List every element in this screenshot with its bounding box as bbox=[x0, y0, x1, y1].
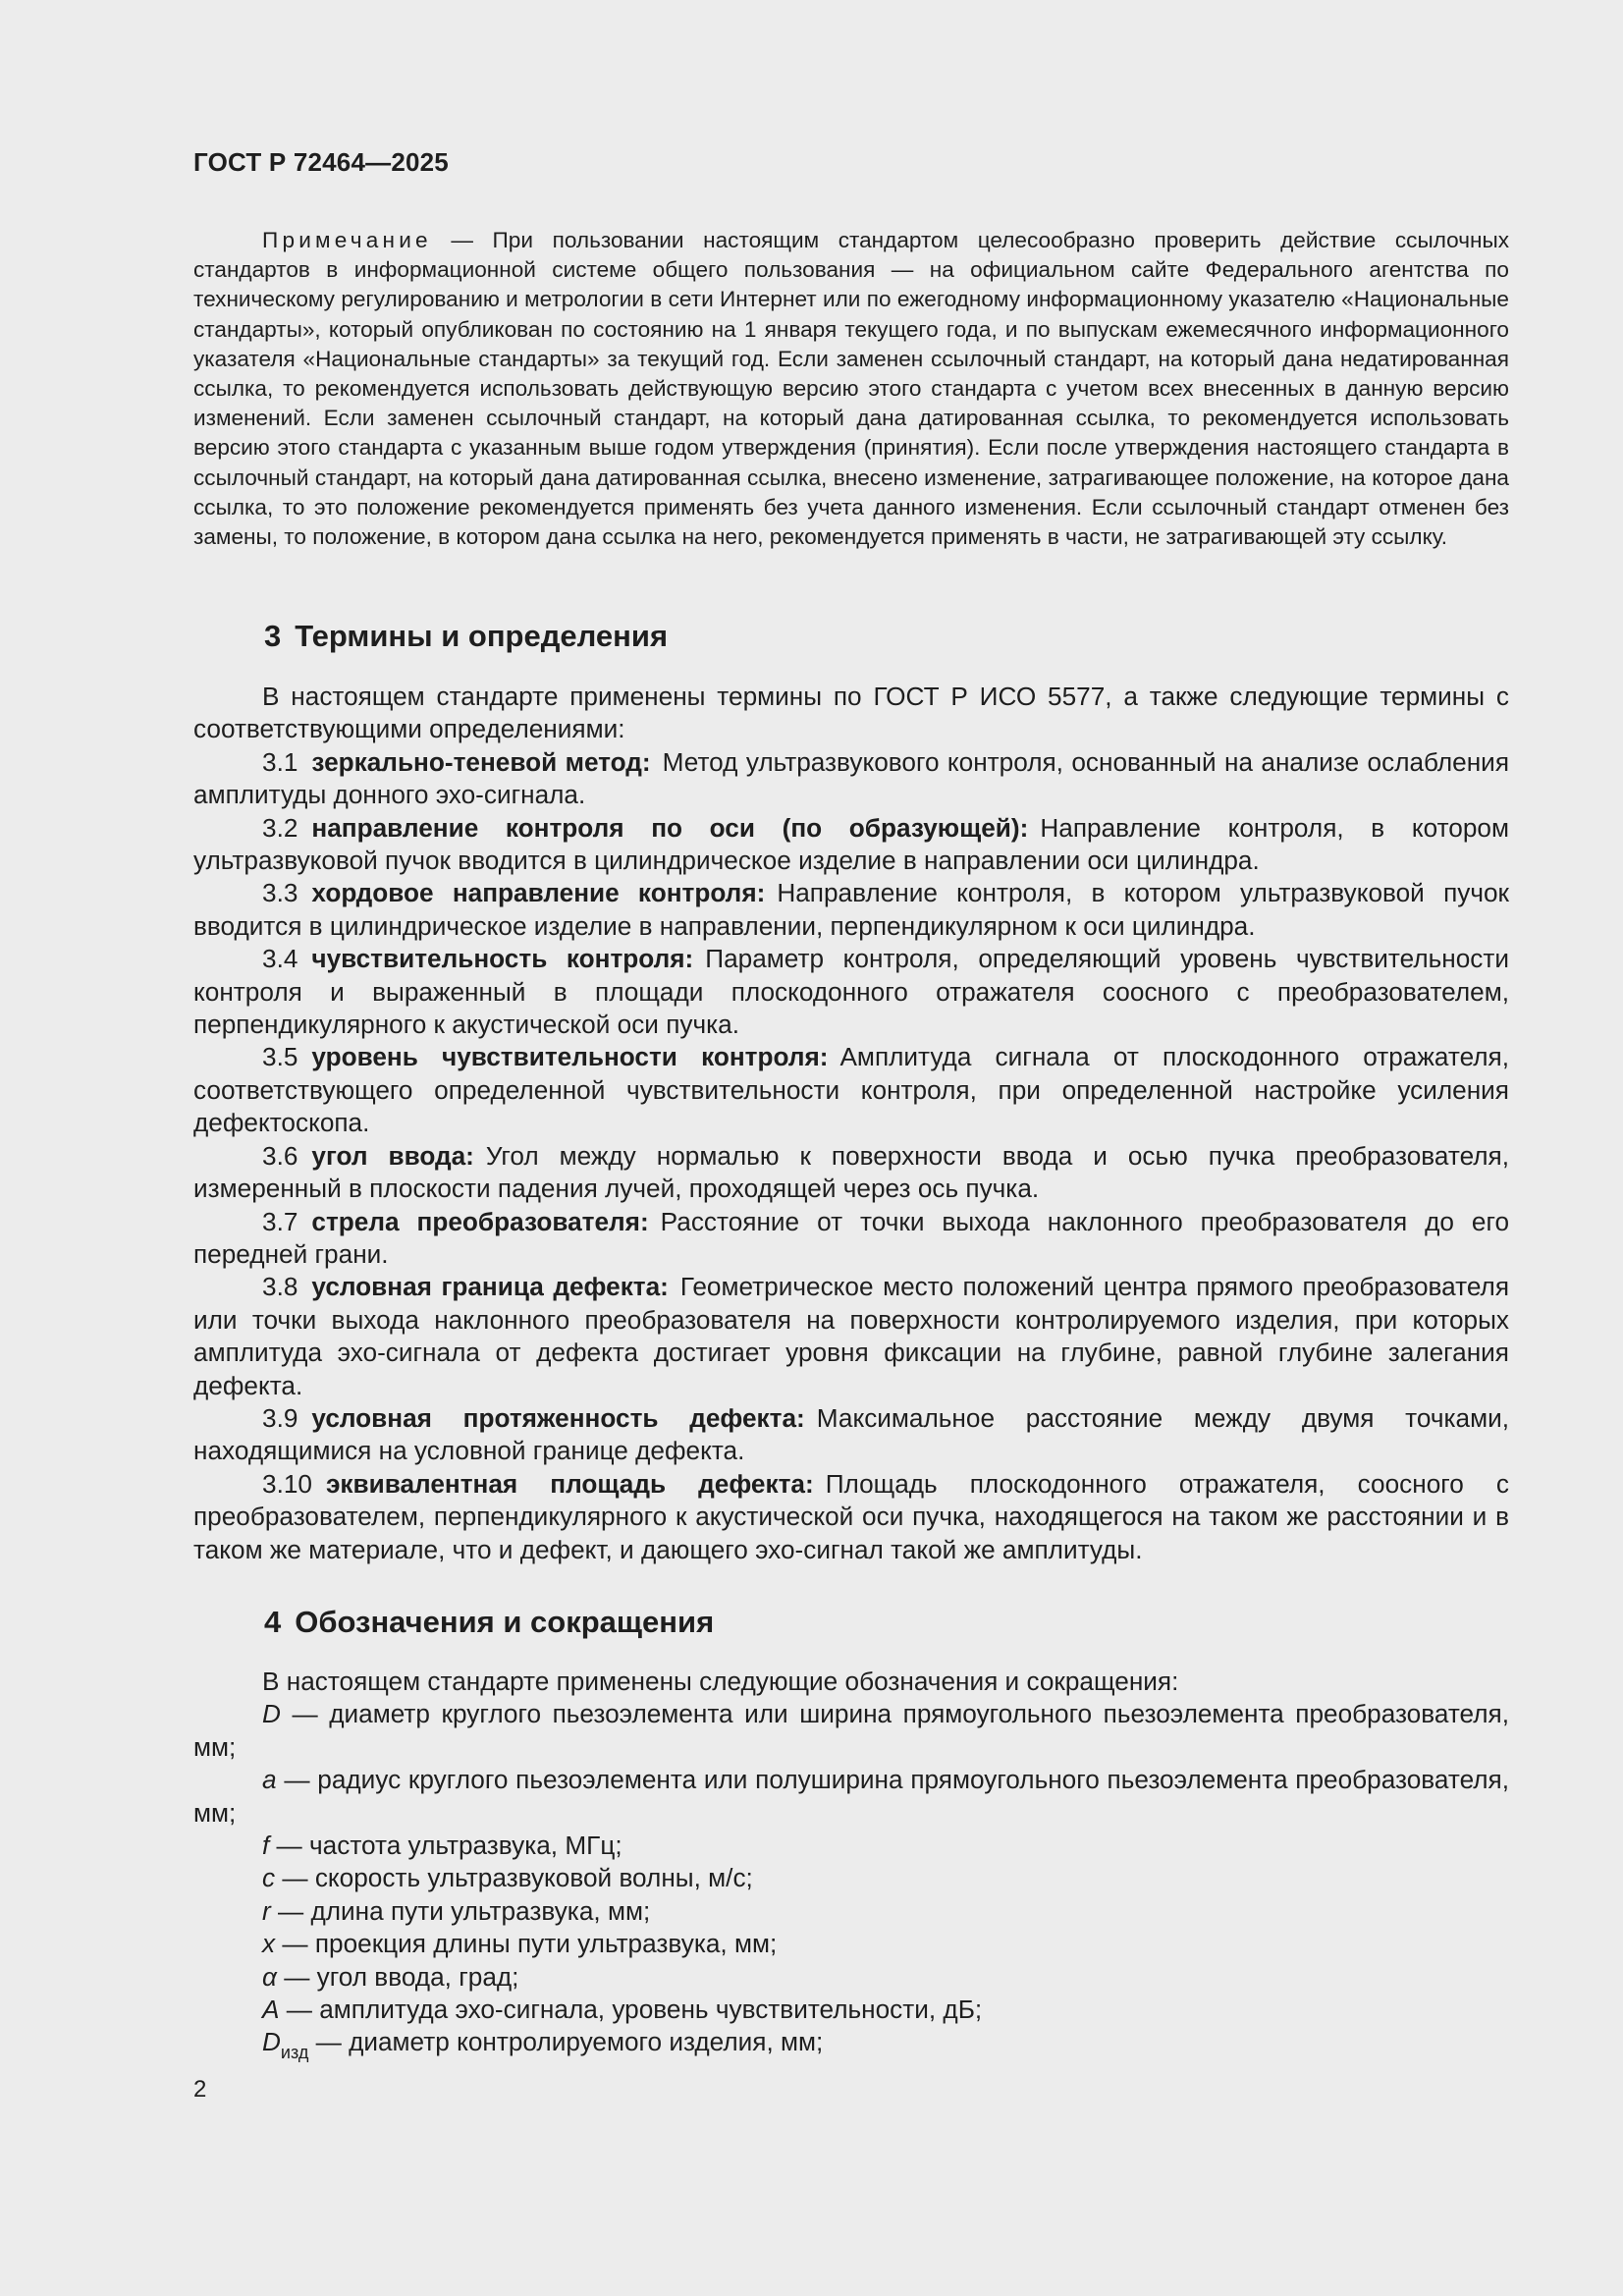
term-definition bbox=[193, 877, 1509, 943]
symbol-text: — амплитуда эхо-сигнала, уровень чувствительности, дБ; bbox=[279, 1995, 983, 2025]
symbol-text: — диаметр контролируемого изделия, мм; bbox=[308, 2027, 824, 2057]
section-3-body bbox=[193, 681, 1509, 1566]
term-name: чувствительность контроля: bbox=[311, 944, 694, 974]
symbol-definition bbox=[193, 1698, 1509, 1764]
term-text: Параметр контроля, определяющий уровень чувствительности контроля и выраженный в площади плоскодонного отражателя соосного с преобразователем, перпендикулярного к акустической оси пучка. bbox=[193, 944, 1509, 1040]
term-text: Площадь плоскодонного отражателя, соосного с преобразователем, перпендикулярного к акустической оси пучка, находящегося на таком же расстоянии и в таком же материале, что и дефект, и дающего эхо-сигнал такой же амплитуды. bbox=[193, 1468, 1509, 1564]
symbol: D bbox=[262, 2027, 281, 2057]
term-definition bbox=[193, 943, 1509, 1041]
section-title-text: Обозначения и сокращения bbox=[295, 1605, 715, 1639]
term-name: хордовое направление контроля: bbox=[311, 878, 766, 908]
term-definition bbox=[193, 1206, 1509, 1272]
term-definition bbox=[193, 1041, 1509, 1139]
term-number: 3.4 bbox=[262, 944, 298, 974]
symbol-definition bbox=[193, 1764, 1509, 1830]
symbol: r bbox=[262, 1895, 271, 1926]
symbol-definition bbox=[193, 1928, 1509, 1960]
term-name: угол ввода: bbox=[311, 1140, 474, 1171]
section-3-intro: В настоящем стандарте применены термины по ГОСТ Р ИСО 5577, а также следующие термины с соответствующими определениями: bbox=[193, 682, 1509, 744]
symbols-list bbox=[193, 1698, 1509, 2061]
term-definition bbox=[193, 1468, 1509, 1566]
note-paragraph bbox=[193, 226, 1509, 552]
symbol-text: — диаметр круглого пьезоэлемента или ширина прямоугольного пьезоэлемента преобразователя, мм; bbox=[193, 1699, 1509, 1762]
term-text: Геометрическое место положений центра прямого преобразователя или точки выхода наклонного преобразователя на поверхности контролируемого изделия, при которых амплитуда эхо-сигнала от дефекта достигает уровня фиксации на глубине, равной глубине залегания дефекта. bbox=[193, 1272, 1510, 1400]
symbol: f bbox=[262, 1831, 270, 1861]
term-name: условная протяженность дефекта: bbox=[311, 1402, 805, 1433]
term-text: Расстояние от точки выхода наклонного преобразователя до его передней грани. bbox=[193, 1206, 1510, 1269]
term-name: уровень чувствительности контроля: bbox=[311, 1042, 829, 1072]
term-number: 3.8 bbox=[262, 1272, 298, 1302]
symbol-definition bbox=[193, 2026, 1509, 2061]
term-definition bbox=[193, 1140, 1509, 1206]
term-number: 3.7 bbox=[262, 1206, 298, 1236]
term-definition bbox=[193, 1271, 1509, 1402]
note-text: — При пользовании настоящим стандартом целесообразно проверить действие ссылочных стандартов в информационной системе общего пользования — на официальном сайте Федерального агентства по техническому регулированию и метрологии в сети Интернет или по ежегодному информационному указателю «Национальные стандарты», который опубликован по состоянию на 1 января текущего года, и по выпускам ежемесячного информационного указателя «Национальные стандарты» за текущий год. Если заменен ссылочный стандарт, на который дана недатированная ссылка, то рекомендуется использовать действующую версию этого стандарта с учетом всех внесенных в данную версию изменений. Если заменен ссылочный стандарт, на который дана датированная ссылка, то рекомендуется использовать версию этого стандарта с указанным выше годом утверждения (принятия). Если после утверждения настоящего стандарта в ссылочный стандарт, на который дана датированная ссылка, внесено изменение, затрагивающее положение, на которое дана ссылка, то это положение рекомендуется применять без учета данного изменения. Если ссылочный стандарт отменен без замены, то положение, в котором дана ссылка на него, рекомендуется применять в части, не затрагивающей эту ссылку. bbox=[193, 228, 1509, 550]
symbol-definition bbox=[193, 1830, 1509, 1862]
symbol-text: — радиус круглого пьезоэлемента или полуширина прямоугольного пьезоэлемента преобразователя, мм; bbox=[193, 1765, 1509, 1828]
symbol-subscript: изд bbox=[280, 2043, 309, 2063]
section-3-title bbox=[264, 619, 668, 654]
term-name: условная граница дефекта: bbox=[311, 1272, 669, 1302]
symbol: c bbox=[262, 1863, 276, 1893]
term-number: 3.9 bbox=[262, 1402, 298, 1433]
symbol-text: — угол ввода, град; bbox=[276, 1961, 519, 1992]
symbol-definition bbox=[193, 1961, 1509, 1994]
term-text: Направление контроля, в котором ультразвуковой пучок вводится в цилиндрическое изделие в направлении, перпендикулярном к оси цилиндра. bbox=[193, 878, 1510, 941]
section-4-title bbox=[264, 1605, 714, 1640]
section-4-body bbox=[193, 1666, 1509, 2062]
symbol-text: — частота ультразвука, МГц; bbox=[269, 1831, 622, 1861]
page-number: 2 bbox=[193, 2076, 207, 2103]
term-name: направление контроля по оси (по образующей): bbox=[311, 812, 1029, 843]
symbol-definition bbox=[193, 1895, 1509, 1928]
symbol: α bbox=[262, 1961, 277, 1992]
term-text: Максимальное расстояние между двумя точками, находящимися на условной границе дефекта. bbox=[193, 1402, 1509, 1466]
term-definition bbox=[193, 1402, 1509, 1468]
symbol: a bbox=[262, 1765, 277, 1795]
term-text: Метод ультразвукового контроля, основанный на анализе ослабления амплитуды донного эхо-сигнала. bbox=[193, 746, 1509, 810]
section-number: 3 bbox=[264, 619, 282, 653]
term-name: эквивалентная площадь дефекта: bbox=[325, 1468, 814, 1499]
term-number: 3.2 bbox=[262, 812, 298, 843]
symbol: x bbox=[262, 1929, 276, 1959]
document-header: ГОСТ Р 72464—2025 bbox=[193, 147, 449, 177]
section-number: 4 bbox=[264, 1605, 282, 1639]
term-text: Направление контроля, в котором ультразвуковой пучок вводится в цилиндрическое изделие в направлении оси цилиндра. bbox=[193, 812, 1509, 876]
note-label: Примечание bbox=[262, 228, 432, 252]
term-definition bbox=[193, 812, 1509, 878]
term-text: Угол между нормалью к поверхности ввода и осью пучка преобразователя, измеренный в плоскости падения лучей, проходящей через ось пучка. bbox=[193, 1140, 1509, 1204]
term-number: 3.10 bbox=[262, 1468, 312, 1499]
section-4-intro: В настоящем стандарте применены следующие обозначения и сокращения: bbox=[262, 1667, 1179, 1696]
symbol-text: — проекция длины пути ультразвука, мм; bbox=[275, 1929, 778, 1959]
terms-list bbox=[193, 746, 1509, 1566]
section-title-text: Термины и определения bbox=[295, 619, 669, 653]
term-number: 3.1 bbox=[262, 746, 298, 777]
symbol-text: — скорость ультразвуковой волны, м/с; bbox=[275, 1863, 753, 1893]
term-definition bbox=[193, 746, 1509, 812]
term-number: 3.6 bbox=[262, 1140, 298, 1171]
term-text: Амплитуда сигнала от плоскодонного отражателя, соответствующего определенной чувствительности контроля, при определенной настройке усиления дефектоскопа. bbox=[193, 1042, 1509, 1138]
symbol-text: — длина пути ультразвука, мм; bbox=[270, 1895, 651, 1926]
symbol-definition bbox=[193, 1862, 1509, 1894]
term-name: стрела преобразователя: bbox=[311, 1206, 649, 1236]
term-number: 3.5 bbox=[262, 1042, 298, 1072]
term-number: 3.3 bbox=[262, 878, 298, 908]
symbol: A bbox=[262, 1995, 280, 2025]
term-name: зеркально-теневой метод: bbox=[311, 746, 651, 777]
symbol: D bbox=[262, 1699, 281, 1729]
symbol-definition bbox=[193, 1994, 1509, 2026]
